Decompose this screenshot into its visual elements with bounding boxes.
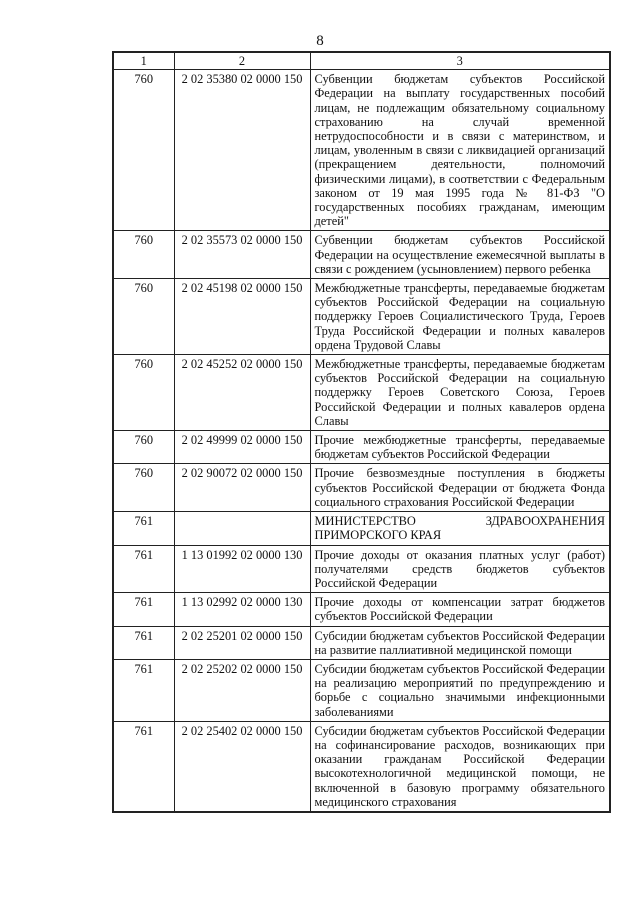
- table-row: [113, 355, 610, 431]
- table-row: [113, 593, 610, 626]
- admin-code-cell: 760: [113, 464, 174, 512]
- admin-code-cell: 760: [113, 279, 174, 355]
- table-row: [113, 70, 610, 231]
- table-row: [113, 431, 610, 464]
- budget-code-cell: 1 13 02992 02 0000 130: [174, 593, 310, 626]
- admin-code-cell: 761: [113, 626, 174, 659]
- income-name-cell: Субсидии бюджетам субъектов Российской Федерации на софинансирование расходов, возникающих при оказании гражданам Российской Федерации высокотехнологичной медицинской помощи, не включенной в базовую программу обязательного медицинского страхования: [310, 721, 610, 812]
- table-header-row: [113, 52, 610, 70]
- admin-code-cell: 761: [113, 721, 174, 812]
- admin-code-cell: 761: [113, 593, 174, 626]
- admin-code-cell: 761: [113, 545, 174, 593]
- table-row: [113, 626, 610, 659]
- income-name-cell: Субсидии бюджетам субъектов Российской Федерации на развитие паллиативной медицинской помощи: [310, 626, 610, 659]
- admin-code-cell: 760: [113, 431, 174, 464]
- income-name-cell: Межбюджетные трансферты, передаваемые бюджетам субъектов Российской Федерации на социальную поддержку Героев Советского Союза, Героев Российской Федерации и полных кавалеров ордена Славы: [310, 355, 610, 431]
- budget-code-cell: 1 13 01992 02 0000 130: [174, 545, 310, 593]
- table-row: [113, 464, 610, 512]
- budget-code-cell: 2 02 35573 02 0000 150: [174, 231, 310, 279]
- budget-code-cell: 2 02 25402 02 0000 150: [174, 721, 310, 812]
- budget-code-cell: 2 02 25201 02 0000 150: [174, 626, 310, 659]
- income-name-cell: Субвенции бюджетам субъектов Российской Федерации на выплату государственных пособий лицам, не подлежащим обязательному социальному страхованию на случай временной нетрудоспособности и в связи с материнством, и лицам, уволенным в связи с ликвидацией организаций (прекращением деятельности, полномочий физическими лицами), в соответствии с Федеральным законом от 19 мая 1995 года № 81-ФЗ "О государственных пособиях гражданам, имеющим детей": [310, 70, 610, 231]
- ministry-name-cell: МИНИСТЕРСТВО ЗДРАВООХРАНЕНИЯ ПРИМОРСКОГО КРАЯ: [310, 512, 610, 545]
- admin-code-cell: 760: [113, 70, 174, 231]
- income-name-cell: Субвенции бюджетам субъектов Российской Федерации на осуществление ежемесячной выплаты в связи с рождением (усыновлением) первого ребенка: [310, 231, 610, 279]
- budget-classification-table: [112, 51, 611, 813]
- budget-code-cell: 2 02 25202 02 0000 150: [174, 659, 310, 721]
- admin-code-cell: 761: [113, 659, 174, 721]
- budget-code-cell: 2 02 49999 02 0000 150: [174, 431, 310, 464]
- budget-code-cell: 2 02 45252 02 0000 150: [174, 355, 310, 431]
- column-header-2: 2: [174, 52, 310, 70]
- column-header-3: 3: [310, 52, 610, 70]
- table-row: [113, 659, 610, 721]
- admin-code-cell: 760: [113, 355, 174, 431]
- table-row: [113, 231, 610, 279]
- budget-code-cell: [174, 512, 310, 545]
- admin-code-cell: 760: [113, 231, 174, 279]
- table-row: [113, 721, 610, 812]
- table-row: [113, 279, 610, 355]
- income-name-cell: Прочие доходы от оказания платных услуг (работ) получателями средств бюджетов субъектов Российской Федерации: [310, 545, 610, 593]
- admin-code-cell: 761: [113, 512, 174, 545]
- table-row: [113, 512, 610, 545]
- income-name-cell: Прочие доходы от компенсации затрат бюджетов субъектов Российской Федерации: [310, 593, 610, 626]
- table-row: [113, 545, 610, 593]
- income-name-cell: Субсидии бюджетам субъектов Российской Федерации на реализацию мероприятий по предупреждению и борьбе с социально значимыми инфекционными заболеваниями: [310, 659, 610, 721]
- column-header-1: 1: [113, 52, 174, 70]
- income-name-cell: Межбюджетные трансферты, передаваемые бюджетам субъектов Российской Федерации на социальную поддержку Героев Социалистического Труда, Героев Труда Российской Федерации и полных кавалеров ордена Трудовой Славы: [310, 279, 610, 355]
- income-name-cell: Прочие безвозмездные поступления в бюджеты субъектов Российской Федерации от бюджета Фонда социального страхования Российской Федерации: [310, 464, 610, 512]
- income-name-cell: Прочие межбюджетные трансферты, передаваемые бюджетам субъектов Российской Федерации: [310, 431, 610, 464]
- budget-code-cell: 2 02 35380 02 0000 150: [174, 70, 310, 231]
- budget-code-cell: 2 02 45198 02 0000 150: [174, 279, 310, 355]
- budget-code-cell: 2 02 90072 02 0000 150: [174, 464, 310, 512]
- page-number: 8: [316, 33, 324, 49]
